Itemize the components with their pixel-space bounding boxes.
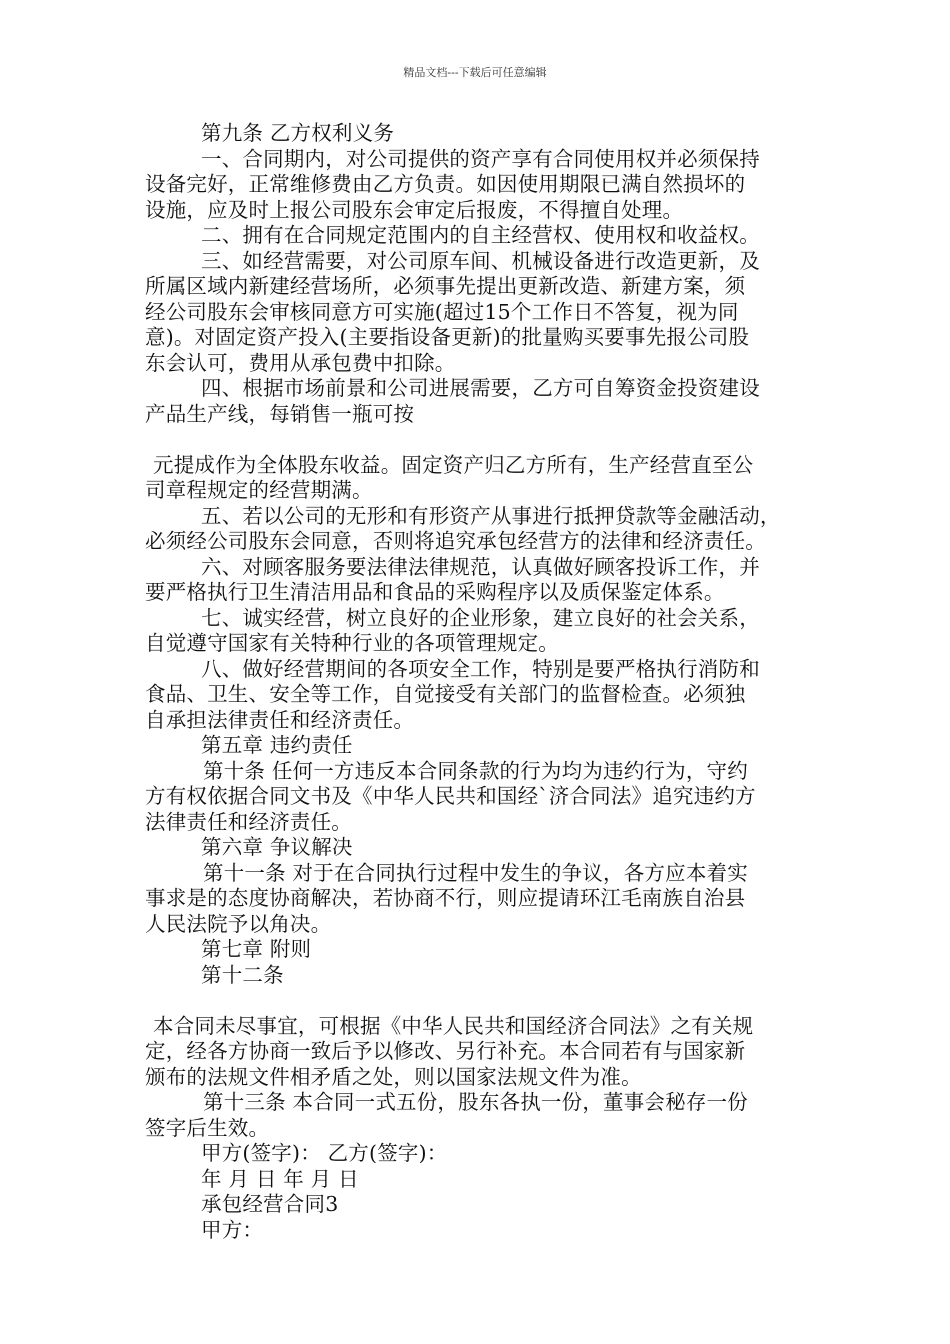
paragraph-line: 设施，应及时上报公司股东会审定后报废，不得擅自处理。 xyxy=(145,197,684,222)
document-body xyxy=(145,121,817,1243)
paragraph-line: 经公司股东会审核同意方可实施(超过15个工作日不答复，视为同 xyxy=(145,299,739,324)
paragraph-line: 三、如经营需要，对公司原车间、机械设备进行改造更新，及 xyxy=(201,248,760,273)
paragraph-line: 八、做好经营期间的各项安全工作，特别是要严格执行消防和 xyxy=(201,656,760,681)
paragraph-line: 设备完好，正常维修费由乙方负责。如因使用期限已满自然损坏的 xyxy=(145,172,746,196)
chapter-7-heading: 第七章 附则 xyxy=(201,937,312,961)
paragraph-line: 法律责任和经济责任。 xyxy=(145,809,352,834)
paragraph-line: 元提成作为全体股东收益。固定资产归乙方所有，生产经营直至公 xyxy=(153,452,754,477)
paragraph-line: 产品生产线，每销售一瓶可按 xyxy=(145,401,415,426)
paragraph-line: 要严格执行卫生清洁用品和食品的采购程序以及质保鉴定体系。 xyxy=(145,580,725,604)
paragraph-line: 七、诚实经营，树立良好的企业形象，建立良好的社会关系， xyxy=(201,605,760,630)
paragraph-line: 一、合同期内，对公司提供的资产享有合同使用权并必须保持 xyxy=(201,146,760,171)
paragraph-line: 二、拥有在合同规定范围内的自主经营权、使用权和收益权。 xyxy=(201,223,760,247)
paragraph-line: 自觉遵守国家有关特种行业的各项管理规定。 xyxy=(145,631,559,655)
paragraph-line: 所属区域内新建经营场所，必须事先提出更新改造、新建方案，须 xyxy=(145,274,746,298)
article-11-line: 第十一条 对于在合同执行过程中发生的争议，各方应本着实 xyxy=(203,860,748,885)
signature-line: 甲方(签字)： 乙方(签字)： xyxy=(201,1141,448,1165)
paragraph-line: 五、若以公司的无形和有形资产从事进行抵押贷款等金融活动， xyxy=(201,503,781,528)
paragraph-line: 六、对顾客服务要法律法律规范，认真做好顾客投诉工作，并 xyxy=(201,554,760,579)
chapter-5-heading: 第五章 违约责任 xyxy=(201,733,353,757)
paragraph-line: 四、根据市场前景和公司进展需要，乙方可自筹资金投资建设 xyxy=(201,376,760,400)
paragraph-line: 东会认可，费用从承包费中扣除。 xyxy=(145,350,456,375)
paragraph-line: 签字后生效。 xyxy=(145,1115,270,1140)
paragraph-line: 自承担法律责任和经济责任。 xyxy=(145,707,415,732)
paragraph-line: 必须经公司股东会同意，否则将追究承包经营方的法律和经济责任。 xyxy=(145,529,766,553)
contract-title-line: 承包经营合同3 xyxy=(201,1192,339,1216)
chapter-6-heading: 第六章 争议解决 xyxy=(201,835,353,859)
blank-line xyxy=(145,427,817,453)
paragraph-line: 食品、卫生、安全等工作，自觉接受有关部门的监督检查。必须独 xyxy=(145,682,746,706)
article-9-heading: 第九条 乙方权利义务 xyxy=(201,121,395,145)
date-line: 年 月 日 年 月 日 xyxy=(201,1166,359,1191)
party-a-line: 甲方： xyxy=(201,1217,264,1242)
page-header: 精品文档---下载后可任意编辑 xyxy=(403,66,547,79)
paragraph-line: 颁布的法规文件相矛盾之处，则以国家法规文件为准。 xyxy=(145,1064,642,1089)
paragraph-line: 人民法院予以角决。 xyxy=(145,911,332,936)
paragraph-line: 意)。对固定资产投入(主要指设备更新)的批量购买要事先报公司股 xyxy=(145,325,750,349)
article-12-heading: 第十二条 xyxy=(201,962,284,987)
paragraph-line: 方有权依据合同文书及《中华人民共和国经`济合同法》追究违约方 xyxy=(145,784,756,808)
blank-line xyxy=(145,988,817,1014)
paragraph-line: 事求是的态度协商解决，若协商不行，则应提请环江毛南族自治县 xyxy=(145,886,746,910)
paragraph-line: 本合同未尽事宜，可根据《中华人民共和国经济合同法》之有关规 xyxy=(153,1013,754,1038)
paragraph-line: 定，经各方协商一致后予以修改、另行补充。本合同若有与国家新 xyxy=(145,1039,746,1063)
article-10-line: 第十条 任何一方违反本合同条款的行为均为违约行为，守约 xyxy=(203,758,748,783)
paragraph-line: 司章程规定的经营期满。 xyxy=(145,478,373,502)
article-13-line: 第十三条 本合同一式五份，股东各执一份，董事会秘存一份 xyxy=(203,1090,748,1114)
